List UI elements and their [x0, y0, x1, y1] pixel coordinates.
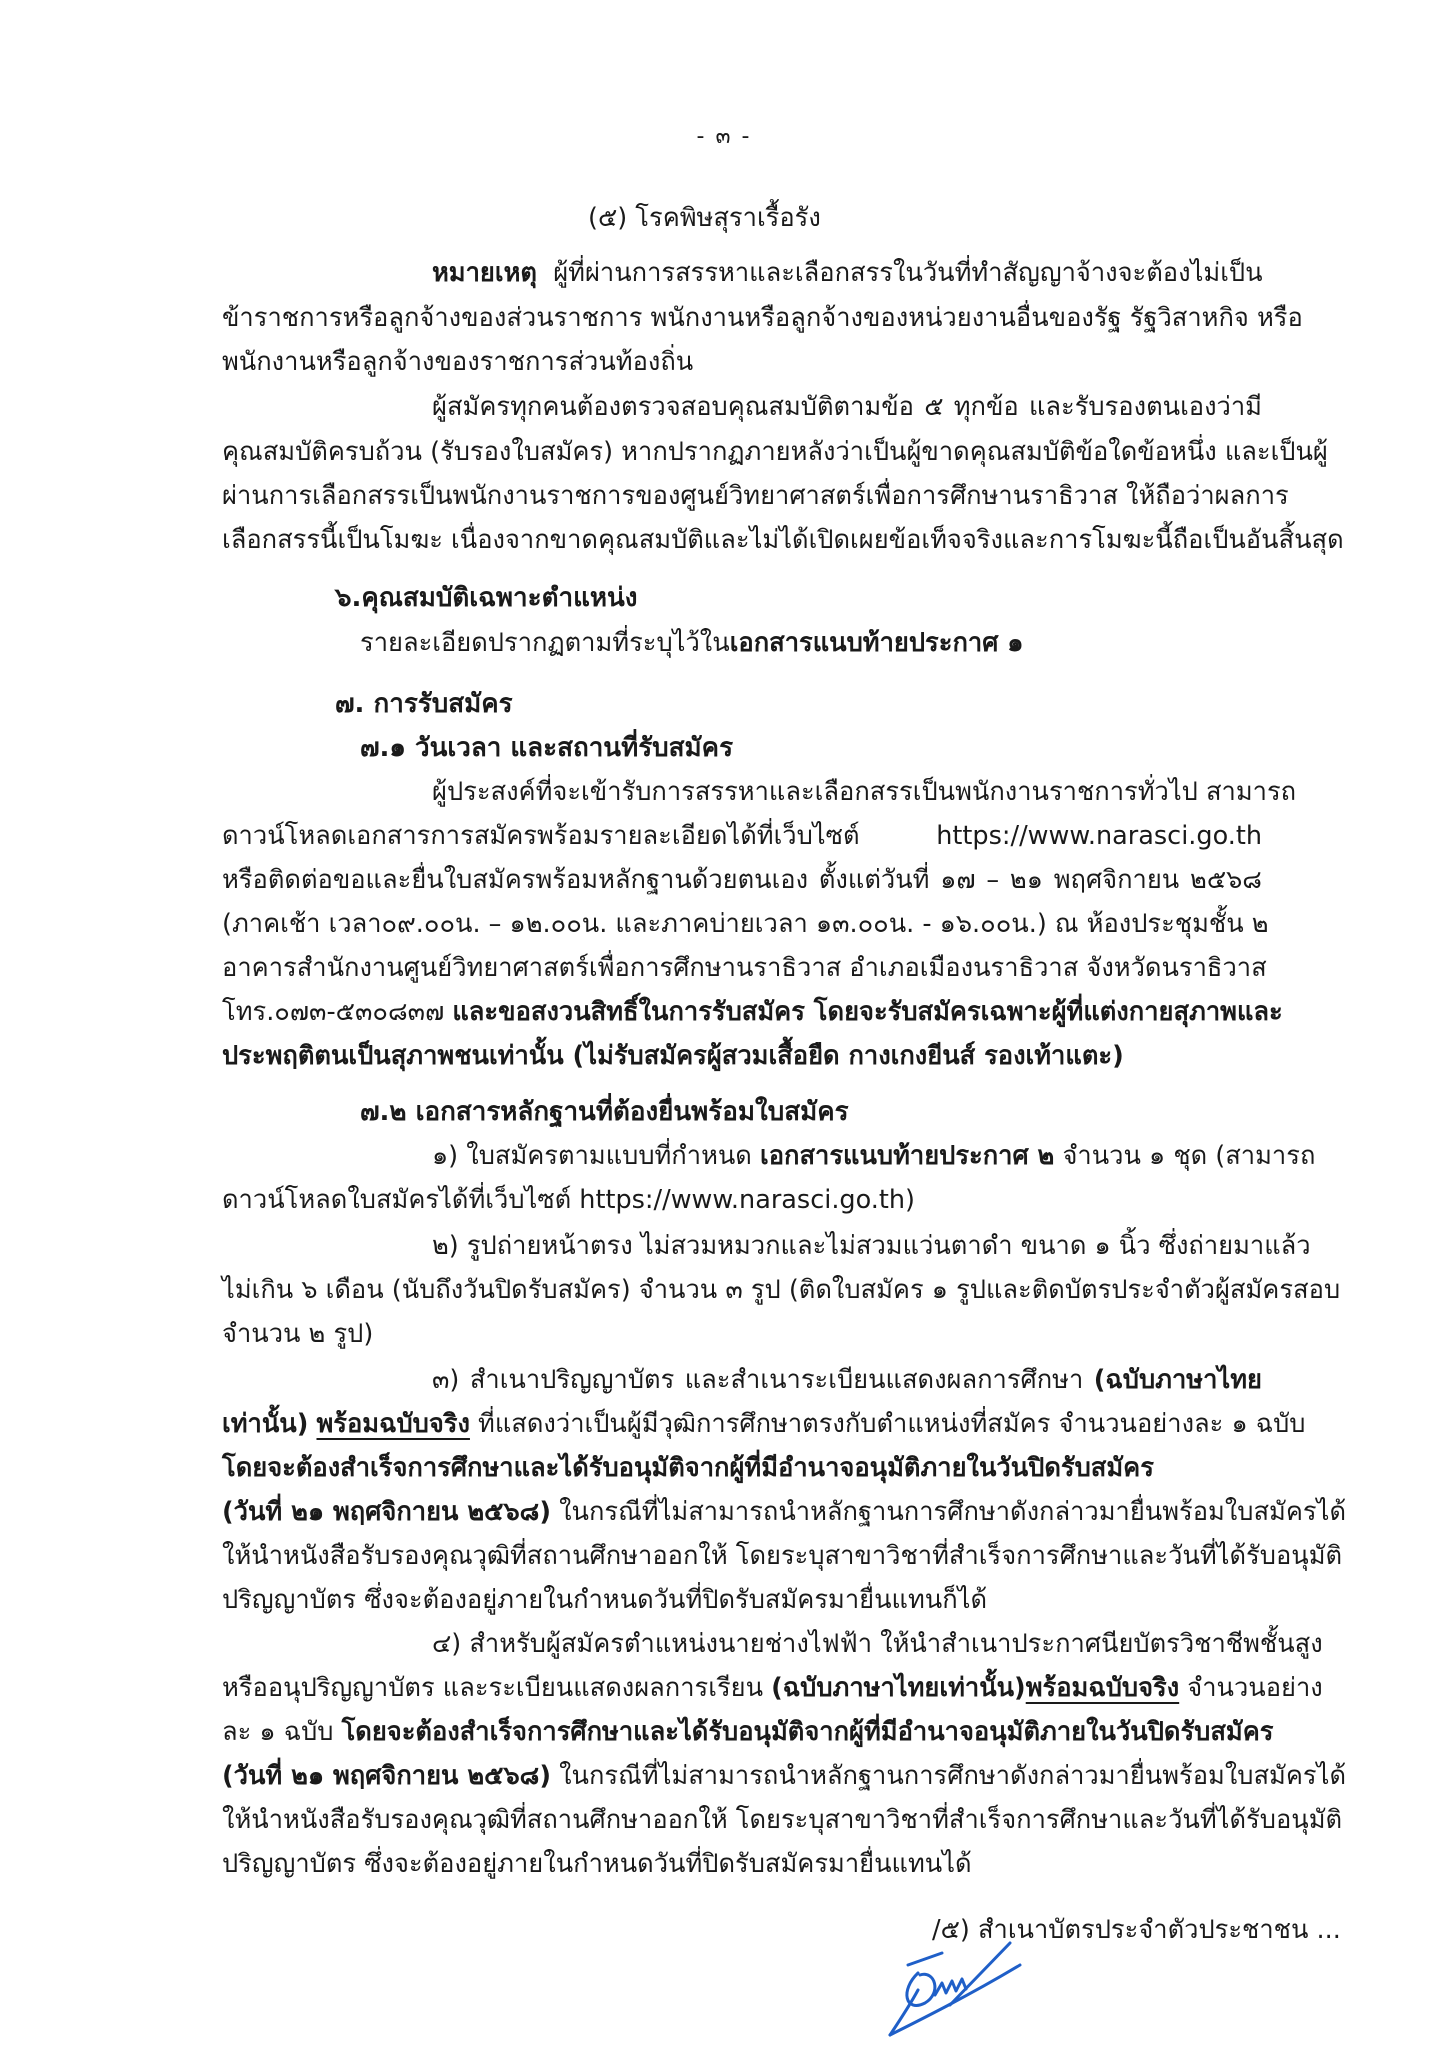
- section-7-1-line-3: หรือติดต่อขอและยื่นใบสมัครพร้อมหลักฐานด้วยตนเอง ตั้งแต่วันที่ ๑๗ – ๒๑ พฤศจิกายน ๒๕๖๘: [222, 865, 1262, 895]
- section-7-1-heading: ๗.๑ วันเวลา และสถานที่รับสมัคร: [360, 733, 734, 763]
- page-number: - ๓ -: [696, 124, 752, 149]
- section-7-1-line-6: โทร.๐๗๓-๕๓๐๘๓๗ และขอสงวนสิทธิ์ในการรับสมัคร โดยจะรับสมัครเฉพาะผู้ที่แต่งกายสุภาพและ: [222, 997, 1283, 1027]
- note-line-3: พนักงานหรือลูกจ้างของราชการส่วนท้องถิ่น: [222, 347, 694, 377]
- item-4-line-2: หรืออนุปริญญาบัตร และระเบียนแสดงผลการเรียน (ฉบับภาษาไทยเท่านั้น)พร้อมฉบับจริง จำนวนอย่าง: [222, 1673, 1323, 1703]
- closing-date: (วันที่ ๒๑ พฤศจิกายน ๒๕๖๘): [222, 1497, 551, 1527]
- item-4-line-6: ปริญญาบัตร ซึ่งจะต้องอยู่ภายในกำหนดวันที่ปิดรับสมัครมายื่นแทนได้: [222, 1849, 972, 1879]
- certification-line-3: ผ่านการเลือกสรรเป็นพนักงานราชการของศูนย์วิทยาศาสตร์เพื่อการศึกษานราธิวาส ให้ถือว่าผลการ: [222, 481, 1289, 511]
- section-6-heading: ๖.คุณสมบัติเฉพาะตำแหน่ง: [335, 583, 638, 613]
- item-3-line-2: เท่านั้น) พร้อมฉบับจริง ที่แสดงว่าเป็นผู้มีวุฒิการศึกษาตรงกับตำแหน่งที่สมัคร จำนวนอย่างละ ๑ ฉบับ: [222, 1409, 1306, 1439]
- certification-line-2: คุณสมบัติครบถ้วน (รับรองใบสมัคร) หากปรากฏภายหลังว่าเป็นผู้ขาดคุณสมบัติข้อใดข้อหนึ่ง และเป็นผู้: [222, 437, 1328, 467]
- item-4-line-1: ๔) สำหรับผู้สมัครตำแหน่งนายช่างไฟฟ้า ให้นำสำเนาประกาศนียบัตรวิชาชีพชั้นสูง: [432, 1629, 1323, 1659]
- item-4-line-5: ให้นำหนังสือรับรองคุณวุฒิที่สถานศึกษาออกให้ โดยระบุสาขาวิชาที่สำเร็จการศึกษาและวันที่ได้รับอนุมัติ: [222, 1805, 1343, 1835]
- closing-date: (วันที่ ๒๑ พฤศจิกายน ๒๕๖๘): [222, 1761, 551, 1791]
- note-line-1: หมายเหตุ ผู้ที่ผ่านการสรรหาและเลือกสรรในวันที่ทำสัญญาจ้างจะต้องไม่เป็น: [432, 258, 1263, 288]
- item-4-line-4: (วันที่ ๒๑ พฤศจิกายน ๒๕๖๘) ในกรณีที่ไม่สามารถนำหลักฐานการศึกษาดังกล่าวมายื่นพร้อมใบสมัครได้: [222, 1761, 1347, 1791]
- item-3-line-4: (วันที่ ๒๑ พฤศจิกายน ๒๕๖๘) ในกรณีที่ไม่สามารถนำหลักฐานการศึกษาดังกล่าวมายื่นพร้อมใบสมัครได้: [222, 1497, 1347, 1527]
- item-2-line-3: จำนวน ๒ รูป): [222, 1319, 374, 1349]
- next-page-continuation: /๕) สำเนาบัตรประจำตัวประชาชน ...: [932, 1915, 1341, 1945]
- with-original-copy-emphasis: พร้อมฉบับจริง: [1025, 1673, 1180, 1703]
- item-3-line-6: ปริญญาบัตร ซึ่งจะต้องอยู่ภายในกำหนดวันที่ปิดรับสมัครมายื่นแทนก็ได้: [222, 1585, 988, 1615]
- section-7-1-line-1: ผู้ประสงค์ที่จะเข้ารับการสรรหาและเลือกสรรเป็นพนักงานราชการทั่วไป สามารถ: [432, 777, 1297, 807]
- section-7-1-line-5: อาคารสำนักงานศูนย์วิทยาศาสตร์เพื่อการศึกษานราธิวาส อำเภอเมืองนราธิวาส จังหวัดนราธิวาส: [222, 953, 1267, 983]
- section-7-1-line-2: ดาวน์โหลดเอกสารการสมัครพร้อมรายละเอียดได้ที่เว็บไซต์ https://www.narasci.go.th: [222, 821, 1262, 851]
- with-original-copy-emphasis: พร้อมฉบับจริง: [316, 1409, 470, 1439]
- item-2-line-2: ไม่เกิน ๖ เดือน (นับถึงวันปิดรับสมัคร) จำนวน ๓ รูป (ติดใบสมัคร ๑ รูปและติดบัตรประจำตัวผู้สมัครสอบ: [222, 1275, 1341, 1305]
- note-label: หมายเหตุ: [432, 258, 537, 288]
- section-7-1-line-4: (ภาคเช้า เวลา๐๙.๐๐น. – ๑๒.๐๐น. และภาคบ่ายเวลา ๑๓.๐๐น. - ๑๖.๐๐น.) ณ ห้องประชุมชั้น ๒: [222, 909, 1269, 939]
- section-6-text: รายละเอียดปรากฏตามที่ระบุไว้ในเอกสารแนบท้ายประกาศ ๑: [360, 628, 1024, 658]
- section-7-2-heading: ๗.๒ เอกสารหลักฐานที่ต้องยื่นพร้อมใบสมัคร: [360, 1097, 849, 1127]
- note-line-2: ข้าราชการหรือลูกจ้างของส่วนราชการ พนักงานหรือลูกจ้างของหน่วยงานอื่นของรัฐ รัฐวิสาหกิจ หรือ: [222, 303, 1303, 333]
- item-3-line-5: ให้นำหนังสือรับรองคุณวุฒิที่สถานศึกษาออกให้ โดยระบุสาขาวิชาที่สำเร็จการศึกษาและวันที่ได้รับอนุมัติ: [222, 1541, 1343, 1571]
- item-2-line-1: ๒) รูปถ่ายหน้าตรง ไม่สวมหมวกและไม่สวมแว่นตาดำ ขนาด ๑ นิ้ว ซึ่งถ่ายมาแล้ว: [432, 1231, 1311, 1261]
- item-1-line-1: ๑) ใบสมัครตามแบบที่กำหนด เอกสารแนบท้ายประกาศ ๒ จำนวน ๑ ชุด (สามารถ: [432, 1141, 1316, 1171]
- item-1-line-2: ดาวน์โหลดใบสมัครได้ที่เว็บไซต์ https://www.narasci.go.th): [222, 1185, 915, 1215]
- item-3-line-1: ๓) สำเนาปริญญาบัตร และสำเนาระเบียนแสดงผลการศึกษา (ฉบับภาษาไทย: [432, 1365, 1262, 1395]
- certification-line-4: เลือกสรรนี้เป็นโมฆะ เนื่องจากขาดคุณสมบัติและไม่ได้เปิดเผยข้อเท็จจริงและการโมฆะนี้ถือเป็นอันสิ้นสุด: [222, 525, 1344, 555]
- section-7-1-line-7: ประพฤติตนเป็นสุภาพชนเท่านั้น (ไม่รับสมัครผู้สวมเสื้อยืด กางเกงยีนส์ รองเท้าแตะ): [222, 1041, 1124, 1071]
- signature-icon: [880, 1935, 1040, 2045]
- item-5-chronic-alcoholism: (๕) โรคพิษสุราเรื้อรัง: [588, 203, 821, 233]
- attachment-1-reference: เอกสารแนบท้ายประกาศ ๑: [729, 628, 1024, 658]
- section-7-heading: ๗. การรับสมัคร: [335, 689, 513, 719]
- attachment-2-reference: เอกสารแนบท้ายประกาศ ๒: [759, 1141, 1055, 1171]
- certification-line-1: ผู้สมัครทุกคนต้องตรวจสอบคุณสมบัติตามข้อ ๕ ทุกข้อ และรับรองตนเองว่ามี: [432, 392, 1262, 422]
- item-3-line-3: โดยจะต้องสำเร็จการศึกษาและได้รับอนุมัติจากผู้ที่มีอำนาจอนุมัติภายในวันปิดรับสมัคร: [222, 1453, 1154, 1483]
- item-4-line-3: ละ ๑ ฉบับ โดยจะต้องสำเร็จการศึกษาและได้รับอนุมัติจากผู้ที่มีอำนาจอนุมัติภายในวันปิดรับสมัคร: [222, 1717, 1274, 1747]
